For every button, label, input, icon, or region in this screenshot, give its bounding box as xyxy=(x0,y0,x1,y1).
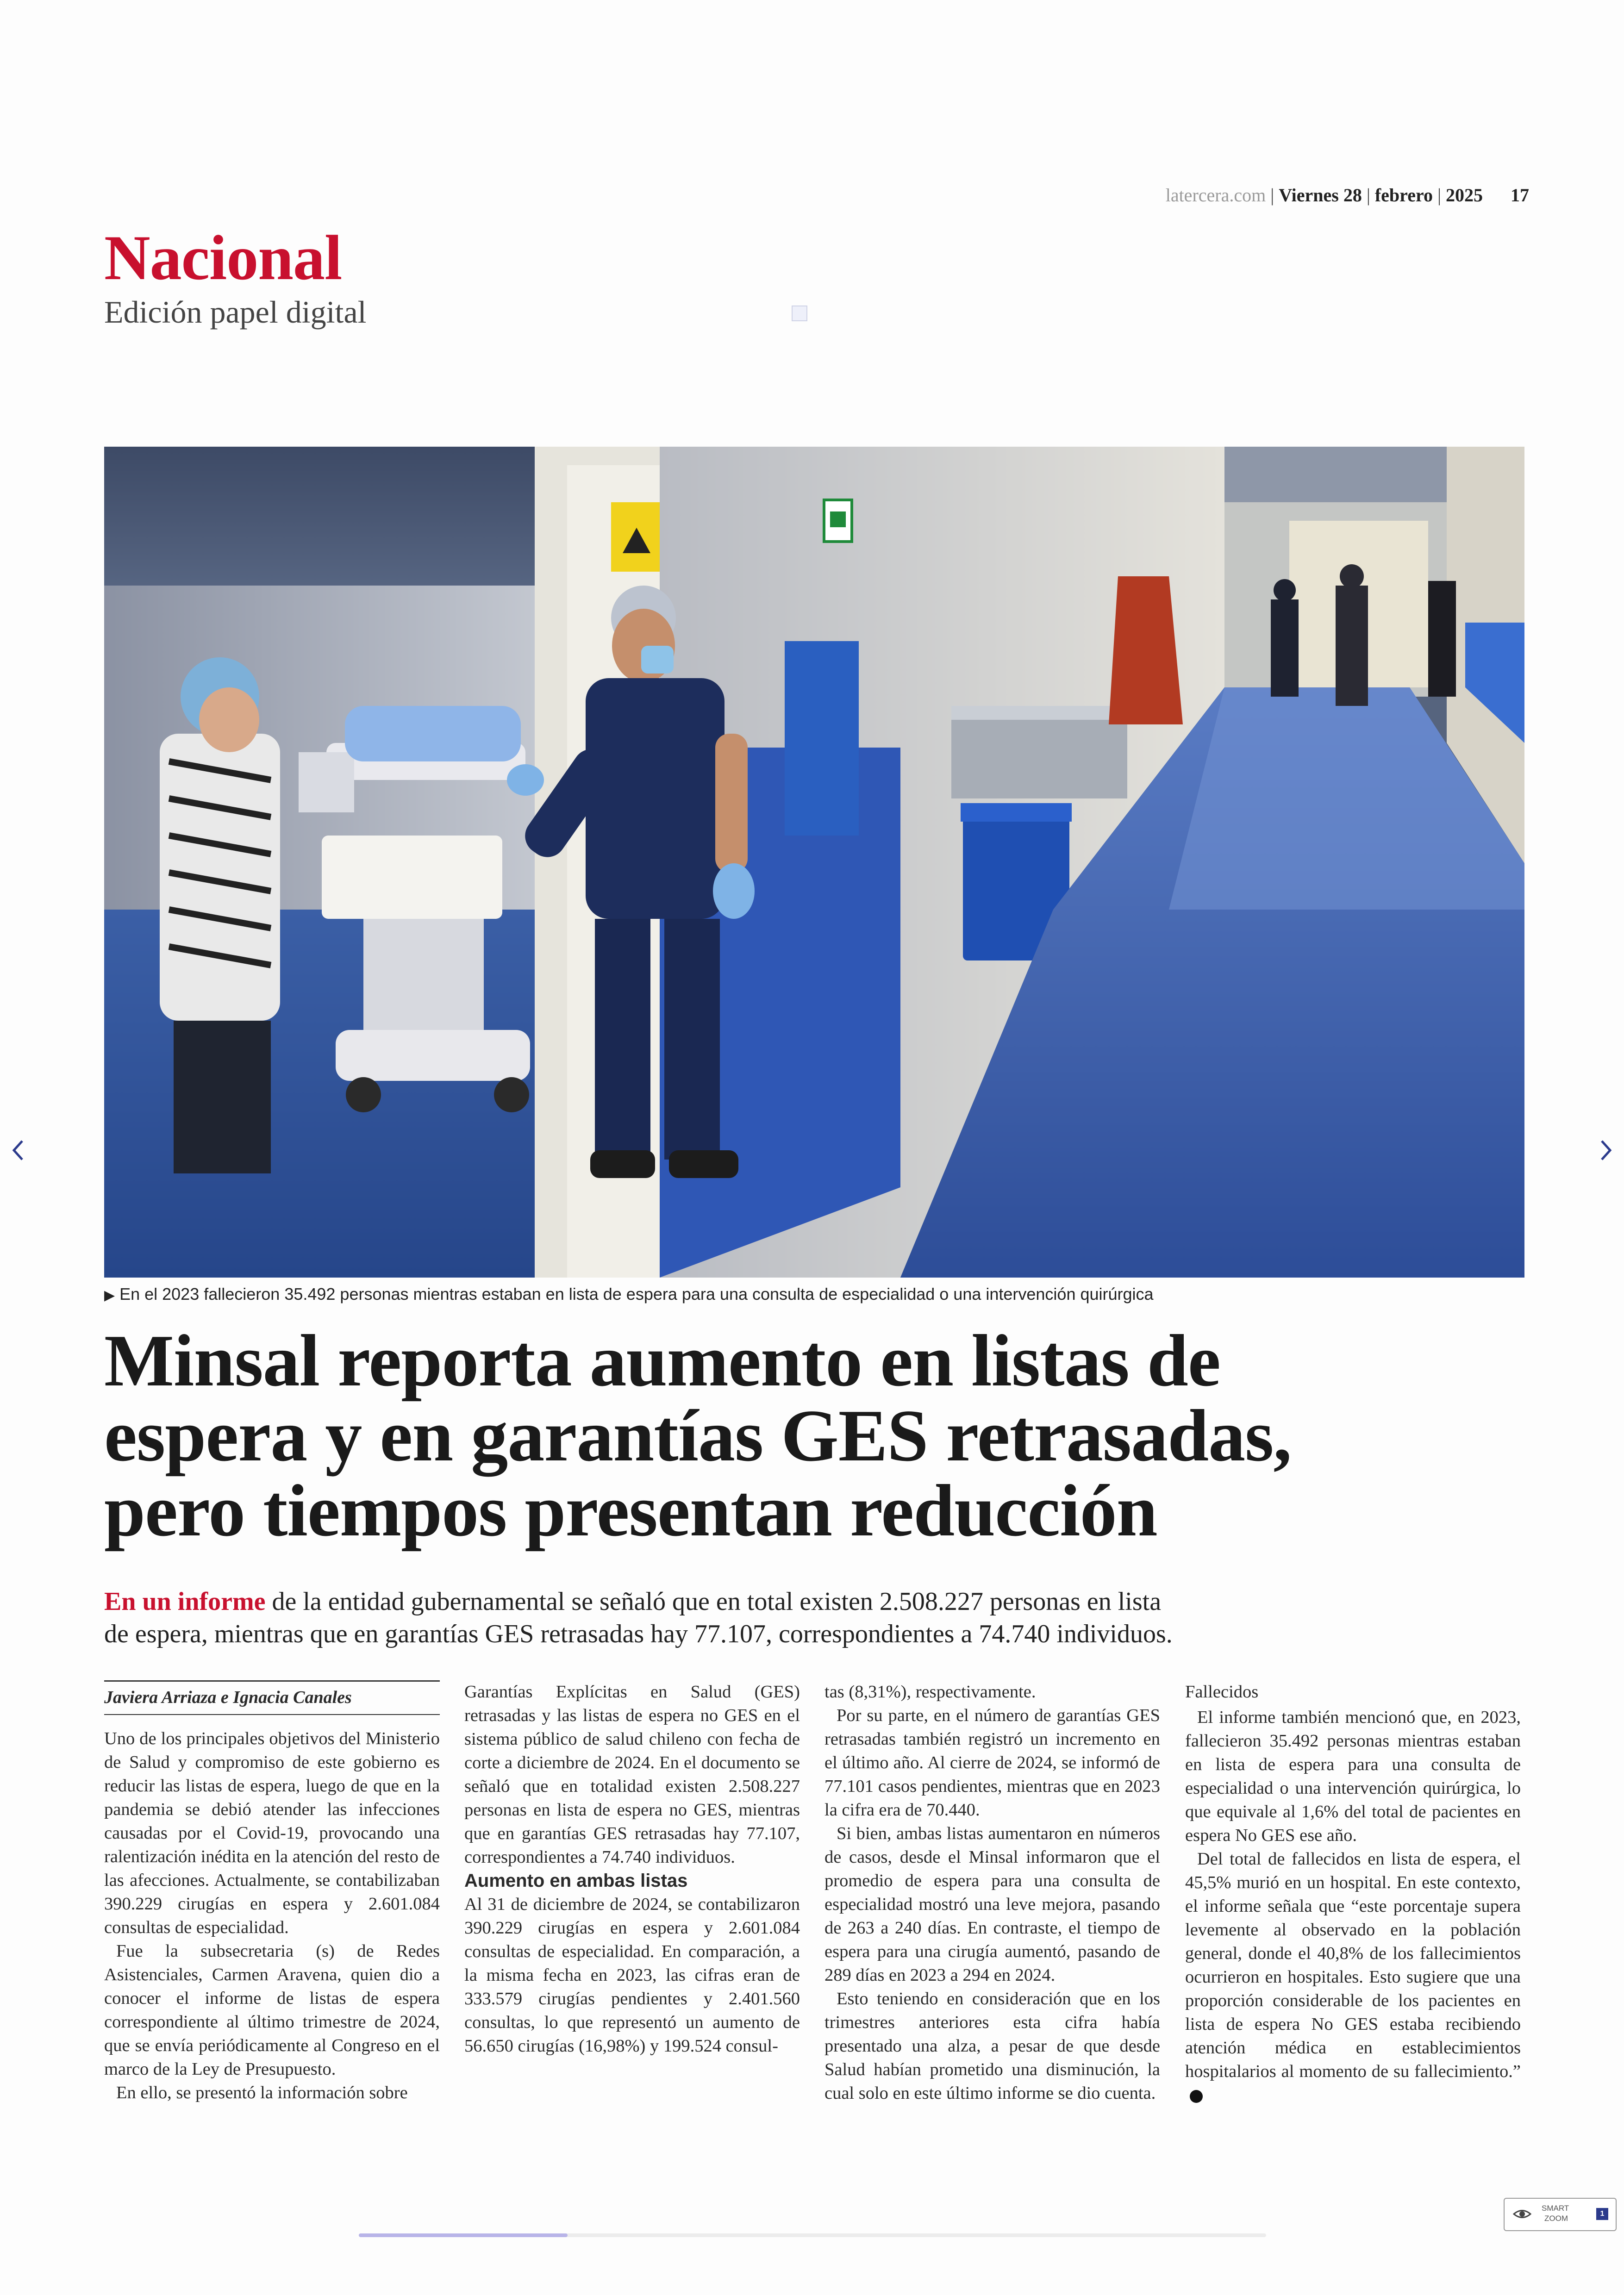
page-scroll-thumb[interactable] xyxy=(359,2233,568,2237)
paragraph: Fue la subsecretaria (s) de Redes Asistenciales, Carmen Aravena, quien dio a conocer el informe de listas de espera correspondiente al último trimestre de 2024, que se envía periódicamente al Congreso en el marco de la Ley de Presupuesto. xyxy=(104,1941,440,2079)
article-column-4 xyxy=(1185,1680,1521,2107)
previous-page-button[interactable] xyxy=(8,1136,27,1164)
caption-arrow-icon: ▶ xyxy=(104,1288,115,1303)
paragraph: Uno de los principales objetivos del Ministerio de Salud y compromiso de este gobierno es reducir las listas de espera, luego de que en la pandemia se debió atender las infecciones causadas por el Covid-19, provocando una ralentización inédita en la atención del resto de las afecciones. Actualmente, se contabilizaban 390.229 cirugías en espera y 2.601.084 consultas de especialidad. xyxy=(104,1729,440,1937)
paragraph xyxy=(1185,1847,1521,2107)
folio-day: Viernes 28 xyxy=(1279,185,1362,206)
hospital-corridor-photo xyxy=(104,447,1524,1278)
image-placeholder-icon xyxy=(792,306,807,321)
paragraph: El informe también mencionó que, en 2023, fallecieron 35.492 personas mientras estaban en lista de espera para una consulta de especialidad o una intervención quirúrgica, lo que equivale al 1,6% del total de pacientes en espera No GES ese año. xyxy=(1185,1708,1521,1845)
end-of-article-icon xyxy=(1190,2090,1203,2103)
zoom-level-badge: 1 xyxy=(1596,2208,1608,2220)
next-page-button[interactable] xyxy=(1597,1136,1616,1164)
chevron-left-icon xyxy=(8,1136,27,1164)
headline-line: Minsal reporta aumento en listas de xyxy=(104,1319,1220,1402)
article-column-2 xyxy=(464,1680,800,2058)
paragraph: tas (8,31%), respectivamente. xyxy=(824,1682,1036,1702)
edition-label: Edición papel digital xyxy=(104,294,367,330)
paragraph: En ello, se presentó la información sobre xyxy=(116,2083,408,2102)
headline-line: pero tiempos presentan reducción xyxy=(104,1469,1157,1552)
caption-text: En el 2023 fallecieron 35.492 personas mientras estaban en lista de espera para una consulta de especialidad o una intervención quirúrgica xyxy=(119,1285,1154,1303)
article-column-1 xyxy=(104,1680,440,2105)
article-headline xyxy=(104,1319,1530,1552)
paragraph: Al 31 de diciembre de 2024, se contabilizaron 390.229 cirugías en espera y 2.601.084 consultas de especialidad. En comparación, a la misma fecha en 2023, las cifras eran de 333.579 cirugías pendientes y 2.401.560 consultas, lo que representó un aumento de 56.650 cirugías (16,98%) y 199.524 consul- xyxy=(464,1895,800,2056)
paragraph: Si bien, ambas listas aumentaron en números de casos, desde el Minsal informaron que el promedio de espera para una consulta de especialidad mostró una leve mejora, pasando de 263 a 240 días. En contraste, el tiempo de espera para una cirugía aumentó, pasando de 289 días en 2023 a 294 en 2024. xyxy=(824,1824,1160,1985)
smart-zoom-label xyxy=(1542,2203,1569,2224)
chevron-right-icon xyxy=(1597,1136,1616,1164)
smart-zoom-line: ZOOM xyxy=(1544,2214,1568,2223)
section-title: Nacional xyxy=(104,222,342,293)
headline-line: espera y en garantías GES retrasadas, xyxy=(104,1394,1292,1477)
lede-text: de la entidad gubernamental se señaló que en total existen 2.508.227 personas en lista xyxy=(265,1587,1162,1616)
photo-caption xyxy=(104,1285,1154,1304)
page-number: 17 xyxy=(1511,185,1529,206)
site-name: latercera.com xyxy=(1165,185,1266,206)
smart-zoom-button[interactable] xyxy=(1504,2198,1617,2231)
lede-text: de espera, mientras que en garantías GES retrasadas hay 77.107, correspondientes a 74.740 individuos. xyxy=(104,1620,1173,1648)
folio-month: febrero xyxy=(1374,185,1433,206)
article-photo xyxy=(104,447,1524,1278)
subhead-increase: Aumento en ambas listas xyxy=(464,1871,688,1891)
article-lede xyxy=(104,1585,1354,1650)
page-scroll-bar[interactable] xyxy=(359,2233,1266,2237)
article-column-3 xyxy=(824,1680,1160,2105)
paragraph: Esto teniendo en consideración que en los trimestres anteriores esta cifra había presentado una alza, a pesar de que desde Salud habían prometido una disminución, la cual solo en este último informe se dio cuenta. xyxy=(824,1989,1160,2103)
paragraph: Garantías Explícitas en Salud (GES) retrasadas y las listas de espera no GES en el sistema público de salud chileno con fecha de corte a diciembre de 2024. En el documento se señaló que en totalidad existen 2.508.227 personas en lista de espera no GES, mientras que en garantías GES retrasadas hay 77.107, correspondientes a 74.740 individuos. xyxy=(464,1682,800,1867)
paragraph-text: Del total de fallecidos en lista de espera, el 45,5% murió en un hospital. En este contexto, el informe señala que “este porcentaje supera levemente al observado en la población general, donde el 40,8% de los fallecimientos ocurrieron en hospitales. Esto sugiere que una proporción considerable de los pacientes en lista de espera No GES estaba recibiendo atención médica en establecimientos hospitalarios al momento de su fallecimiento.” xyxy=(1185,1849,1521,2081)
lede-kicker: En un informe xyxy=(104,1587,266,1616)
subhead-deaths: Fallecidos xyxy=(1185,1682,1259,1702)
paragraph: Por su parte, en el número de garantías GES retrasadas también registró un incremento en el último año. Al cierre de 2024, se informó de 77.101 casos pendientes, mientras que en 2023 la cifra era de 70.440. xyxy=(824,1706,1160,1820)
folio-year: 2025 xyxy=(1446,185,1483,206)
smart-zoom-line: SMART xyxy=(1542,2204,1569,2213)
page-folio: latercera.com | Viernes 28 | febrero | 2025 17 xyxy=(1165,185,1529,206)
eye-icon xyxy=(1513,2207,1531,2221)
byline: Javiera Arriaza e Ignacia Canales xyxy=(104,1680,440,1715)
